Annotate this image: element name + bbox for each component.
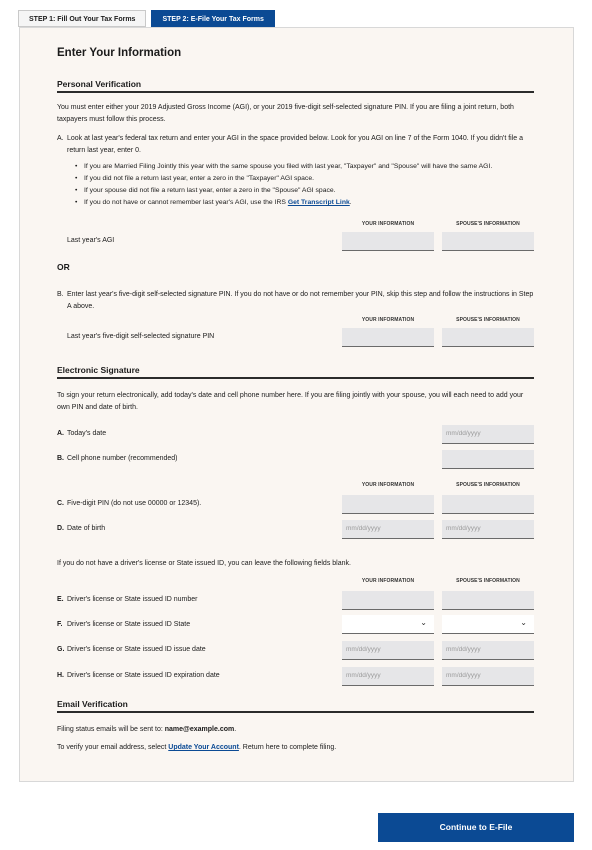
prior-pin-input-spouse[interactable]	[442, 328, 534, 347]
column-header-spouse: SPOUSE'S INFORMATION	[456, 221, 520, 227]
email-sent-text	[57, 724, 236, 736]
prior-pin-label: Last year's five-digit self-selected signature PIN	[67, 333, 215, 340]
bullet-text: .	[349, 199, 352, 206]
column-header-yours: YOUR INFORMATION	[361, 482, 415, 488]
continue-to-efile-button[interactable]: Continue to E-File	[378, 813, 574, 842]
row-letter: H.	[57, 672, 64, 679]
row-letter: G.	[57, 646, 65, 653]
license-expiration-date-input-yours[interactable]: mm/dd/yyyy	[342, 667, 434, 686]
chevron-down-icon: ⌄	[420, 618, 427, 627]
agi-bullet-list	[75, 161, 535, 209]
list-item: • If your spouse did not file a return last year, enter a zero in the "Spouse" AGI space.	[75, 185, 535, 197]
email-verify-suffix: . Return here to complete filing.	[238, 744, 337, 751]
row-letter: A.	[57, 430, 64, 437]
row-letter: C.	[57, 500, 64, 507]
list-item: • If you did not file a return last year, enter a zero in the "Taxpayer" AGI space.	[75, 173, 535, 185]
column-header-spouse: SPOUSE'S INFORMATION	[456, 317, 520, 323]
row-letter: F.	[57, 621, 63, 628]
email-verify-prefix: To verify your email address, select	[57, 744, 169, 751]
license-number-input-spouse[interactable]	[442, 591, 534, 610]
section-heading-esig: Electronic Signature	[57, 365, 140, 375]
step-b-letter: B.	[57, 291, 64, 298]
email-verify-text	[57, 742, 336, 754]
chevron-down-icon: ⌄	[520, 618, 527, 627]
list-item	[75, 197, 535, 209]
dob-label: Date of birth	[67, 525, 106, 532]
bullet-text: If you do not have or cannot remember last year's AGI, use the IRS	[84, 199, 288, 206]
dob-input-yours[interactable]: mm/dd/yyyy	[342, 520, 434, 539]
column-header-yours: YOUR INFORMATION	[361, 221, 415, 227]
cell-phone-input[interactable]	[442, 450, 534, 469]
agi-input-yours[interactable]	[342, 232, 434, 251]
step-tabs	[18, 10, 275, 27]
section-heading-personal: Personal Verification	[57, 79, 142, 89]
prior-pin-input-yours[interactable]	[342, 328, 434, 347]
license-expiration-date-input-spouse[interactable]: mm/dd/yyyy	[442, 667, 534, 686]
column-header-yours: YOUR INFORMATION	[361, 578, 415, 584]
update-account-link[interactable]: Update Your Account	[168, 744, 239, 751]
email-sent-suffix: .	[234, 726, 237, 733]
personal-intro: You must enter either your 2019 Adjusted Gross Income (AGI), or your 2019 five-digit self-selected signature PIN. If you are filing a joint return, both taxpayers must follow this process.	[57, 104, 514, 123]
license-state-select-spouse[interactable]	[442, 615, 534, 634]
column-header-spouse: SPOUSE'S INFORMATION	[456, 482, 520, 488]
license-issue-date-input-yours[interactable]: mm/dd/yyyy	[342, 641, 434, 660]
section-heading-email: Email Verification	[57, 699, 128, 709]
get-transcript-link[interactable]: Get Transcript Link	[287, 199, 350, 206]
license-issue-date-label: Driver's license or State issued ID issue date	[67, 646, 206, 653]
step-a-text: Look at last year's federal tax return and enter your AGI in the space provided below. Look for you AGI on line 7 of the Form 1040. If you didn't file a return last year, enter 0.	[67, 135, 523, 154]
column-header-yours: YOUR INFORMATION	[361, 317, 415, 323]
step-a-letter: A.	[57, 135, 64, 142]
step-b-text: Enter last year's five-digit self-selected signature PIN. If you do not have or do not remember your PIN, skip this step and follow the instructions in Step A above.	[67, 291, 534, 310]
license-number-label: Driver's license or State issued ID number	[67, 596, 198, 603]
tab-step-2[interactable]: STEP 2: E-File Your Tax Forms	[151, 10, 274, 27]
license-expiration-date-label: Driver's license or State issued ID expiration date	[67, 672, 220, 679]
email-sent-prefix: Filing status emails will be sent to:	[57, 726, 165, 733]
agi-label: Last year's AGI	[67, 237, 115, 244]
todays-date-label: Today's date	[67, 430, 107, 437]
section-divider	[57, 91, 534, 93]
section-divider	[57, 377, 534, 379]
agi-input-spouse[interactable]	[442, 232, 534, 251]
license-number-input-yours[interactable]	[342, 591, 434, 610]
tab-step-1[interactable]: STEP 1: Fill Out Your Tax Forms	[18, 10, 146, 27]
dob-input-spouse[interactable]: mm/dd/yyyy	[442, 520, 534, 539]
esig-intro: To sign your return electronically, add today's date and cell phone number here. If you are filing jointly with your spouse, you will each need to add your own PIN and date of birth.	[57, 392, 524, 411]
todays-date-input[interactable]: mm/dd/yyyy	[442, 425, 534, 444]
license-issue-date-input-spouse[interactable]: mm/dd/yyyy	[442, 641, 534, 660]
column-header-spouse: SPOUSE'S INFORMATION	[456, 578, 520, 584]
section-divider	[57, 711, 534, 713]
license-state-label: Driver's license or State issued ID State	[67, 621, 191, 628]
or-divider-text: OR	[57, 262, 70, 272]
row-letter: B.	[57, 455, 64, 462]
id-note: If you do not have a driver's license or State issued ID, you can leave the following fields blank.	[57, 560, 351, 567]
pin-input-spouse[interactable]	[442, 495, 534, 514]
list-item: • If you are Married Filing Jointly this year with the same spouse you filed with last year, "Taxpayer" and "Spouse" will have the same AGI.	[75, 161, 535, 173]
email-address: name@example.com	[164, 726, 235, 733]
pin-label: Five-digit PIN (do not use 00000 or 12345).	[67, 500, 202, 507]
pin-input-yours[interactable]	[342, 495, 434, 514]
license-state-select-yours[interactable]	[342, 615, 434, 634]
cell-phone-label: Cell phone number (recommended)	[67, 455, 178, 462]
row-letter: D.	[57, 525, 64, 532]
row-letter: E.	[57, 596, 64, 603]
page-title: Enter Your Information	[57, 47, 182, 59]
